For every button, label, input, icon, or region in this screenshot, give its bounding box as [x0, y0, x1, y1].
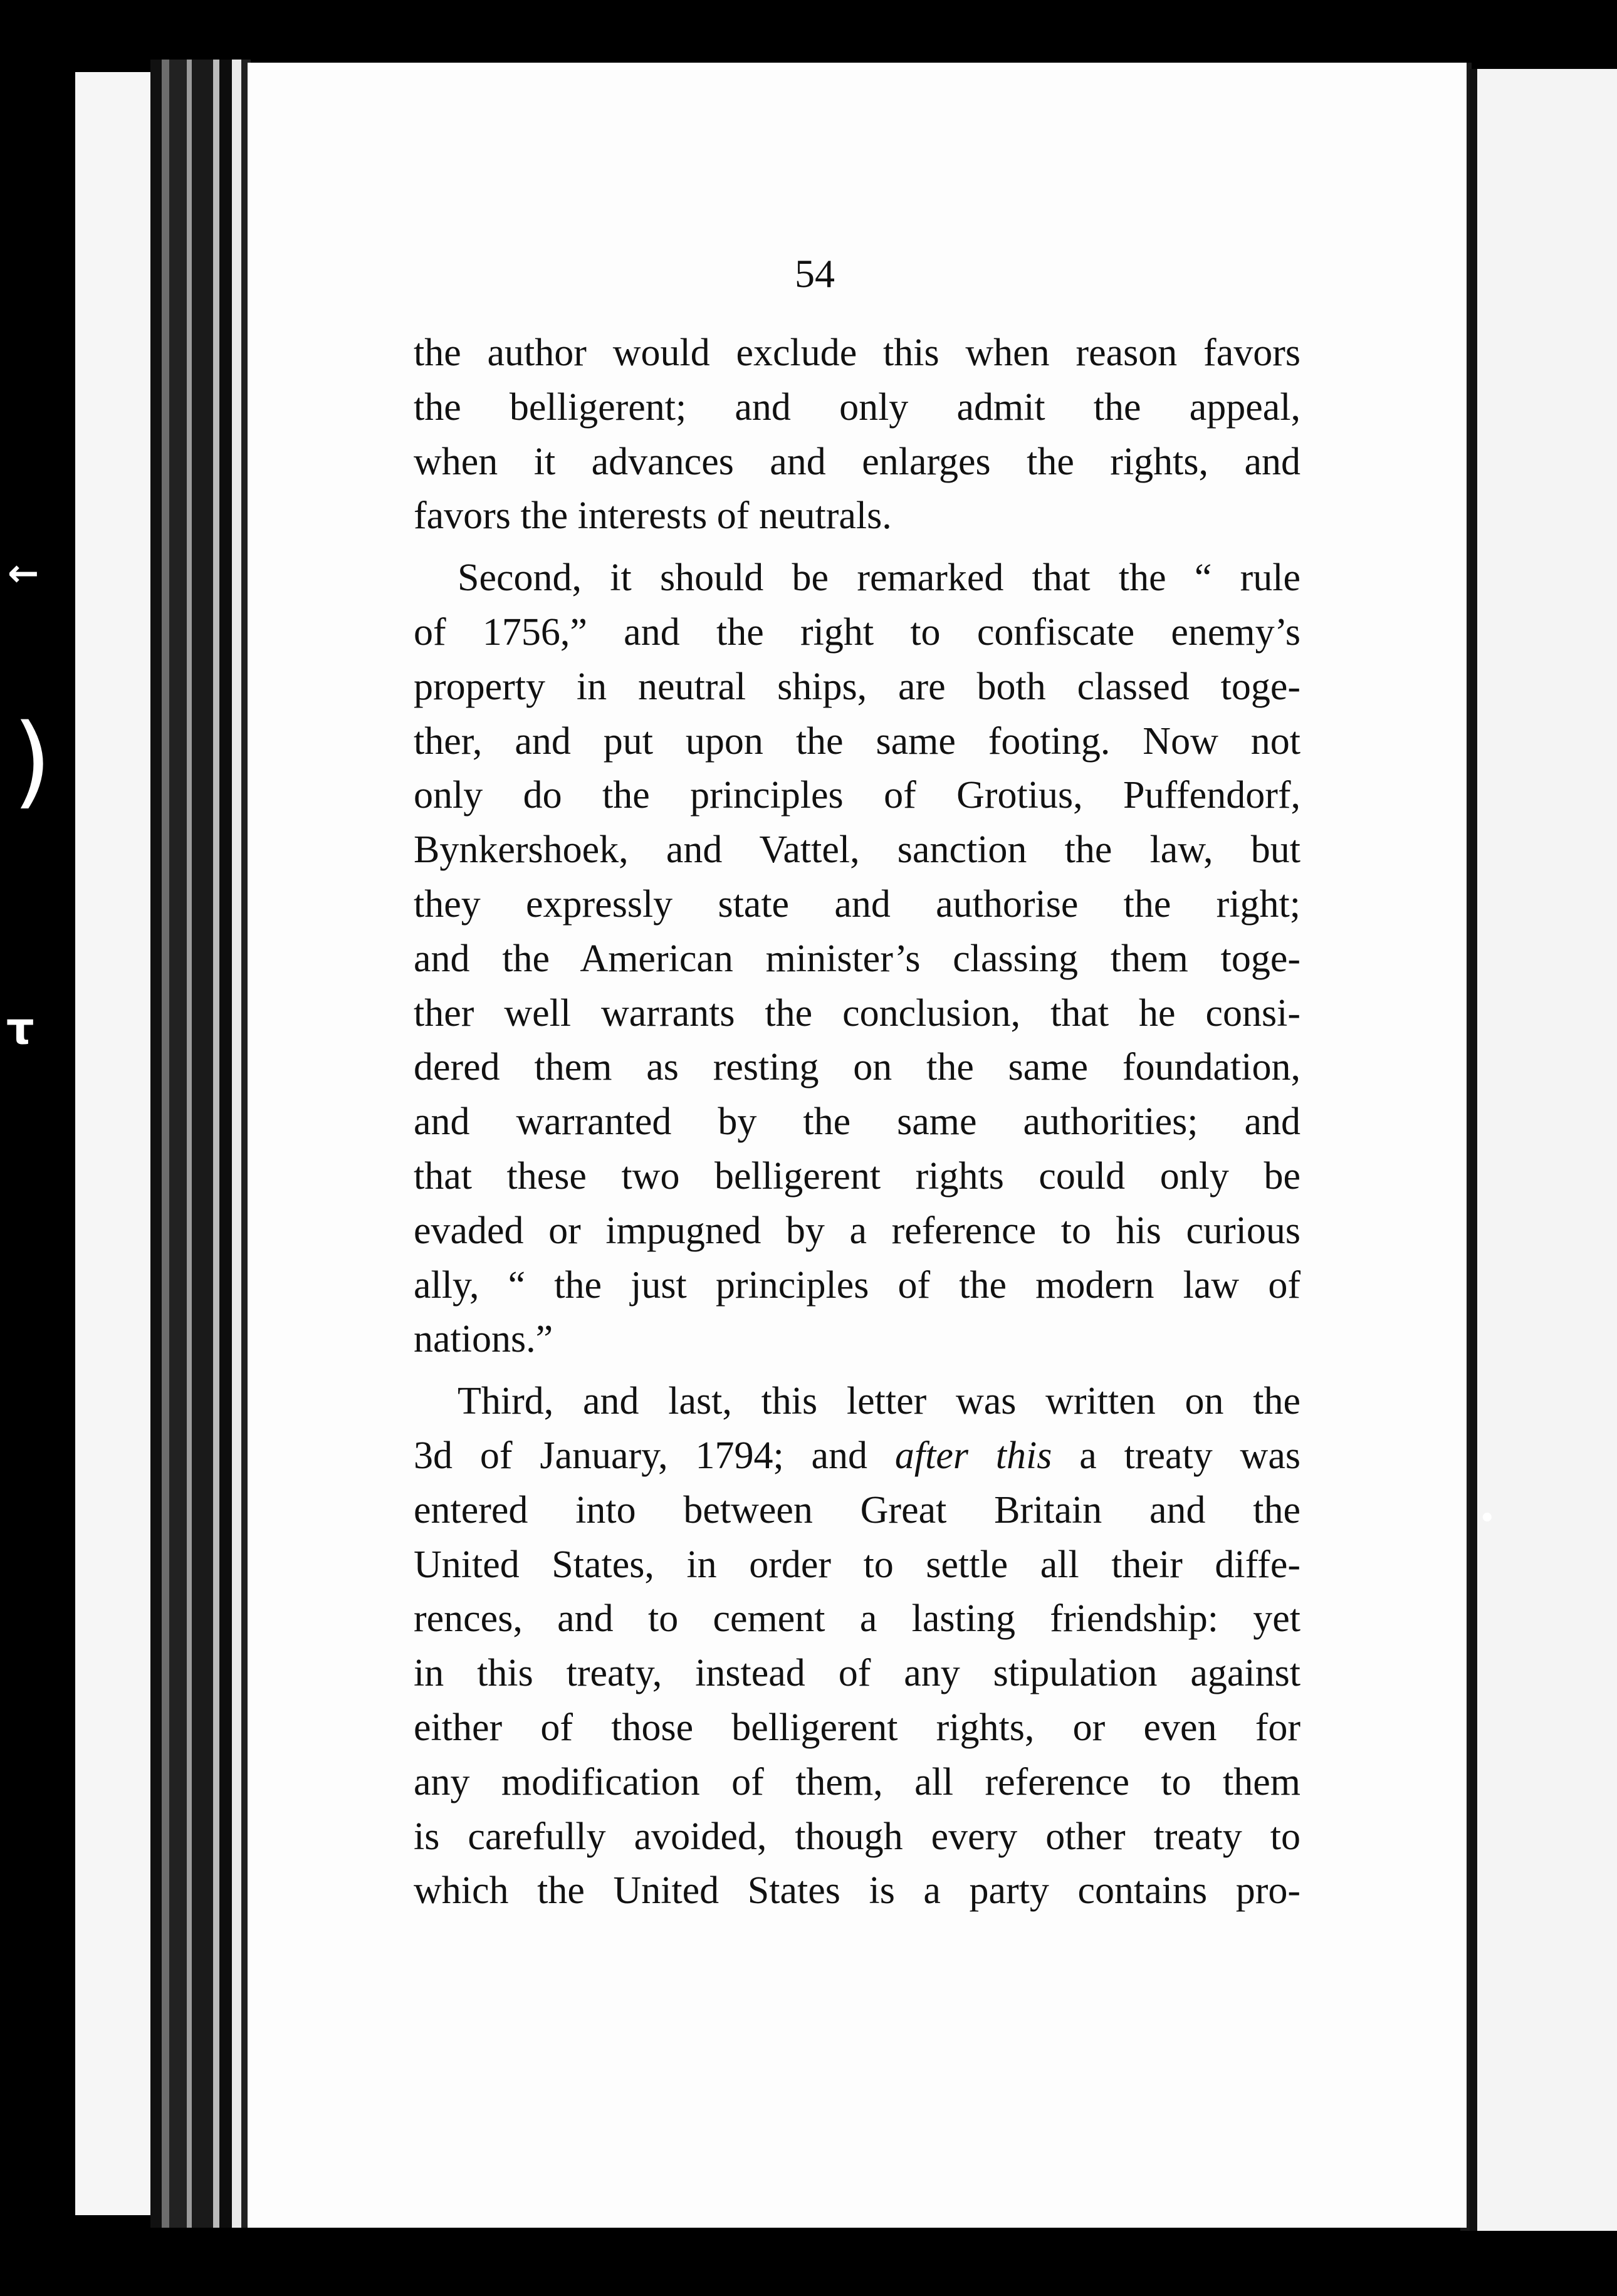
margin-mark: )	[13, 702, 52, 819]
left-page-edge	[75, 72, 163, 2215]
text-line: Third, and last, this letter was written on the	[458, 1380, 1300, 1423]
text-line: property in neutral ships, are both classed toge-	[414, 665, 1300, 708]
text-line: is carefully avoided, though every other treaty to	[414, 1815, 1300, 1858]
text-line: Second, it should be remarked that the “ rule	[458, 556, 1300, 600]
text-line: ther well warrants the conclusion, that he consi-	[414, 991, 1300, 1035]
text-line: which the United States is a party contains pro-	[414, 1869, 1300, 1912]
text-line	[414, 1429, 1300, 1483]
text-line: dered them as resting on the same foundation,	[414, 1046, 1300, 1089]
text-line: any modification of them, all reference to them	[414, 1760, 1300, 1803]
text-line: and warranted by the same authorities; and	[414, 1100, 1300, 1144]
text-line: that these two belligerent rights could only be	[414, 1154, 1300, 1198]
text-line: nations.”	[414, 1318, 553, 1361]
text-line: Bynkershoek, and Vattel, sanction the law, but	[414, 828, 1300, 872]
text-line: the author would exclude this when reason favors	[414, 331, 1300, 374]
text-line: rences, and to cement a lasting friendship: yet	[414, 1597, 1300, 1641]
text-line: evaded or impugned by a reference to his curious	[414, 1209, 1300, 1252]
next-page-edge	[1470, 69, 1617, 2231]
italic-phrase: after this	[894, 1434, 1052, 1477]
text-line: favors the interests of neutrals.	[414, 494, 892, 538]
margin-mark: •	[1479, 1504, 1495, 1533]
text-line: the belligerent; and only admit the appeal,	[414, 385, 1300, 429]
page-number: 54	[795, 251, 835, 296]
text-line: either of those belligerent rights, or even for	[414, 1706, 1300, 1749]
text-line: ally, “ the just principles of the modern law of	[414, 1263, 1300, 1307]
margin-mark: ←	[8, 551, 39, 595]
text-segment: 3d of January, 1794; and	[414, 1434, 895, 1477]
text-line: entered into between Great Britain and the	[414, 1488, 1300, 1532]
text-line: in this treaty, instead of any stipulation against	[414, 1652, 1300, 1695]
text-line: when it advances and enlarges the rights, and	[414, 440, 1300, 483]
text-line: of 1756,” and the right to confiscate enemy’s	[414, 610, 1300, 654]
text-line: ther, and put upon the same footing. Now not	[414, 719, 1300, 763]
margin-mark: τ	[6, 1003, 34, 1054]
book-spine	[150, 60, 251, 2228]
text-line: United States, in order to settle all their diffe-	[414, 1543, 1300, 1586]
body-text	[414, 326, 1300, 1918]
text-line: they expressly state and authorise the right;	[414, 882, 1300, 926]
text-line: only do the principles of Grotius, Puffendorf,	[414, 774, 1300, 817]
text-line: and the American minister’s classing them toge-	[414, 937, 1300, 980]
text-segment: a treaty was	[1052, 1434, 1300, 1477]
